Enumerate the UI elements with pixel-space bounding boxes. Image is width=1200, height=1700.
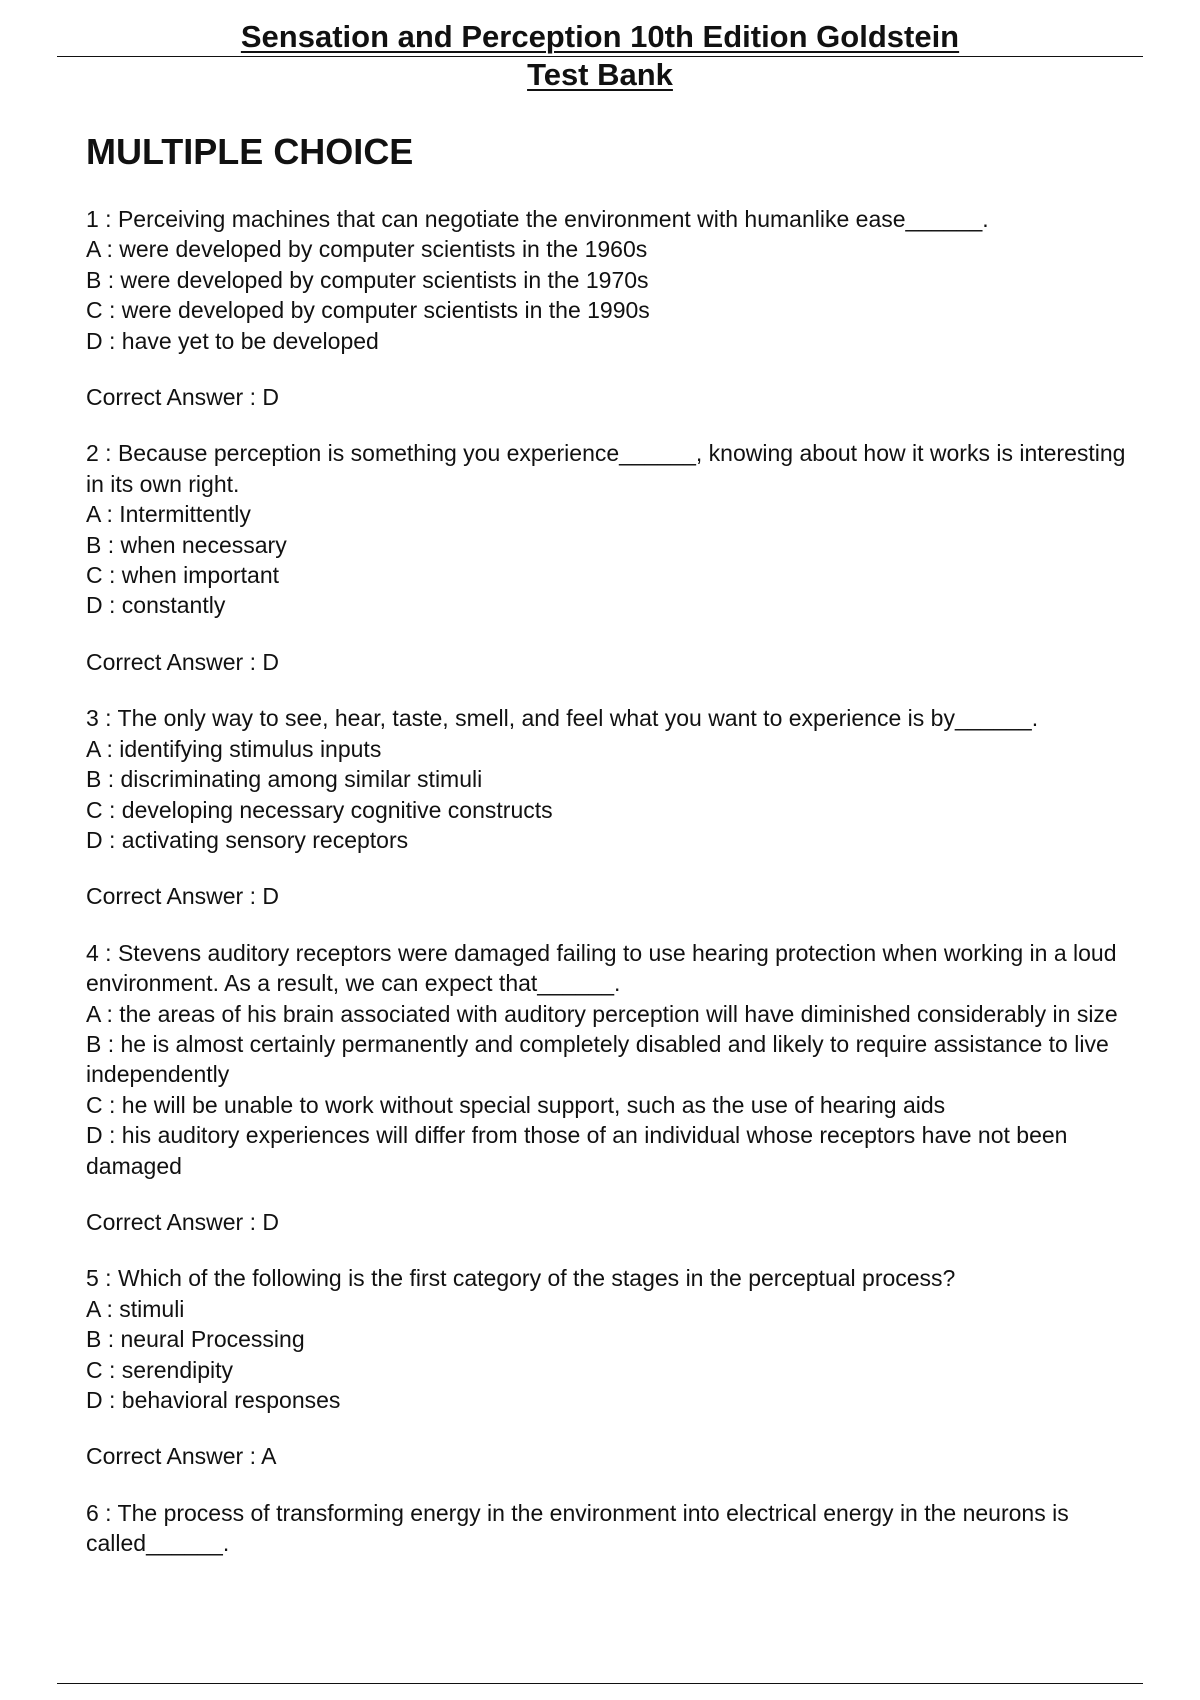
correct-answer-3: Correct Answer : D xyxy=(86,883,279,910)
option-a: A : stimuli xyxy=(86,1295,185,1322)
correct-answer-4: Correct Answer : D xyxy=(86,1208,279,1235)
option-d: D : behavioral responses xyxy=(86,1387,341,1413)
document-title-line1: Sensation and Perception 10th Edition Goldstein xyxy=(240,19,960,54)
question-6 xyxy=(86,1498,1126,1559)
option-a: A : identifying stimulus inputs xyxy=(86,735,382,762)
option-a: A : were developed by computer scientists in the 1960s xyxy=(86,236,648,263)
correct-answer-2: Correct Answer : D xyxy=(86,648,279,675)
option-d: D : constantly xyxy=(86,592,226,619)
option-a: A : the areas of his brain associated with auditory perception will have diminished considerably in size xyxy=(86,1000,1118,1027)
option-a: A : Intermittently xyxy=(86,501,251,528)
option-b: B : neural Processing xyxy=(86,1326,305,1353)
option-c: C : developing necessary cognitive constructs xyxy=(86,796,553,823)
question-text: 3 : The only way to see, hear, taste, smell, and feel what you want to experience is by______. xyxy=(86,705,1039,732)
question-4 xyxy=(86,938,1126,1181)
option-b: B : when necessary xyxy=(86,531,287,558)
option-d: D : activating sensory receptors xyxy=(86,826,409,853)
footer-rule xyxy=(57,1683,1143,1684)
option-c: C : were developed by computer scientists in the 1990s xyxy=(86,297,650,324)
question-text: 5 : Which of the following is the first category of the stages in the perceptual process? xyxy=(86,1265,956,1292)
correct-answer-5: Correct Answer : A xyxy=(86,1443,277,1470)
option-b: B : discriminating among similar stimuli xyxy=(86,766,483,793)
option-c: C : when important xyxy=(86,562,280,589)
option-c: C : serendipity xyxy=(86,1356,234,1383)
header-rule xyxy=(57,56,1143,57)
question-1 xyxy=(86,204,1126,356)
correct-answer-1: Correct Answer : D xyxy=(86,384,279,411)
option-d: D : have yet to be developed xyxy=(86,327,379,354)
option-c: C : he will be unable to work without special support, such as the use of hearing aids xyxy=(86,1091,946,1118)
document-title-line2: Test Bank xyxy=(527,57,673,92)
question-text: 2 : Because perception is something you experience______, knowing about how it works is interesting in its own right. xyxy=(86,440,1126,497)
question-text: 6 : The process of transforming energy in the environment into electrical energy in the neurons is called______. xyxy=(86,1499,1069,1557)
question-text: 4 : Stevens auditory receptors were damaged failing to use hearing protection when working in a loud environment. As a result, we can expect that______. xyxy=(86,939,1117,997)
question-2 xyxy=(86,438,1126,620)
question-3 xyxy=(86,703,1126,855)
option-b: B : were developed by computer scientists in the 1970s xyxy=(86,266,649,293)
option-b: B : he is almost certainly permanently and completely disabled and likely to require assistance to live independently xyxy=(86,1030,1109,1088)
question-text: 1 : Perceiving machines that can negotiate the environment with humanlike ease______. xyxy=(86,206,989,232)
document-body xyxy=(86,130,1126,1559)
section-heading: MULTIPLE CHOICE xyxy=(86,131,414,172)
question-5 xyxy=(86,1263,1126,1415)
option-d: D : his auditory experiences will differ from those of an individual whose receptors have not been damaged xyxy=(86,1122,1068,1179)
